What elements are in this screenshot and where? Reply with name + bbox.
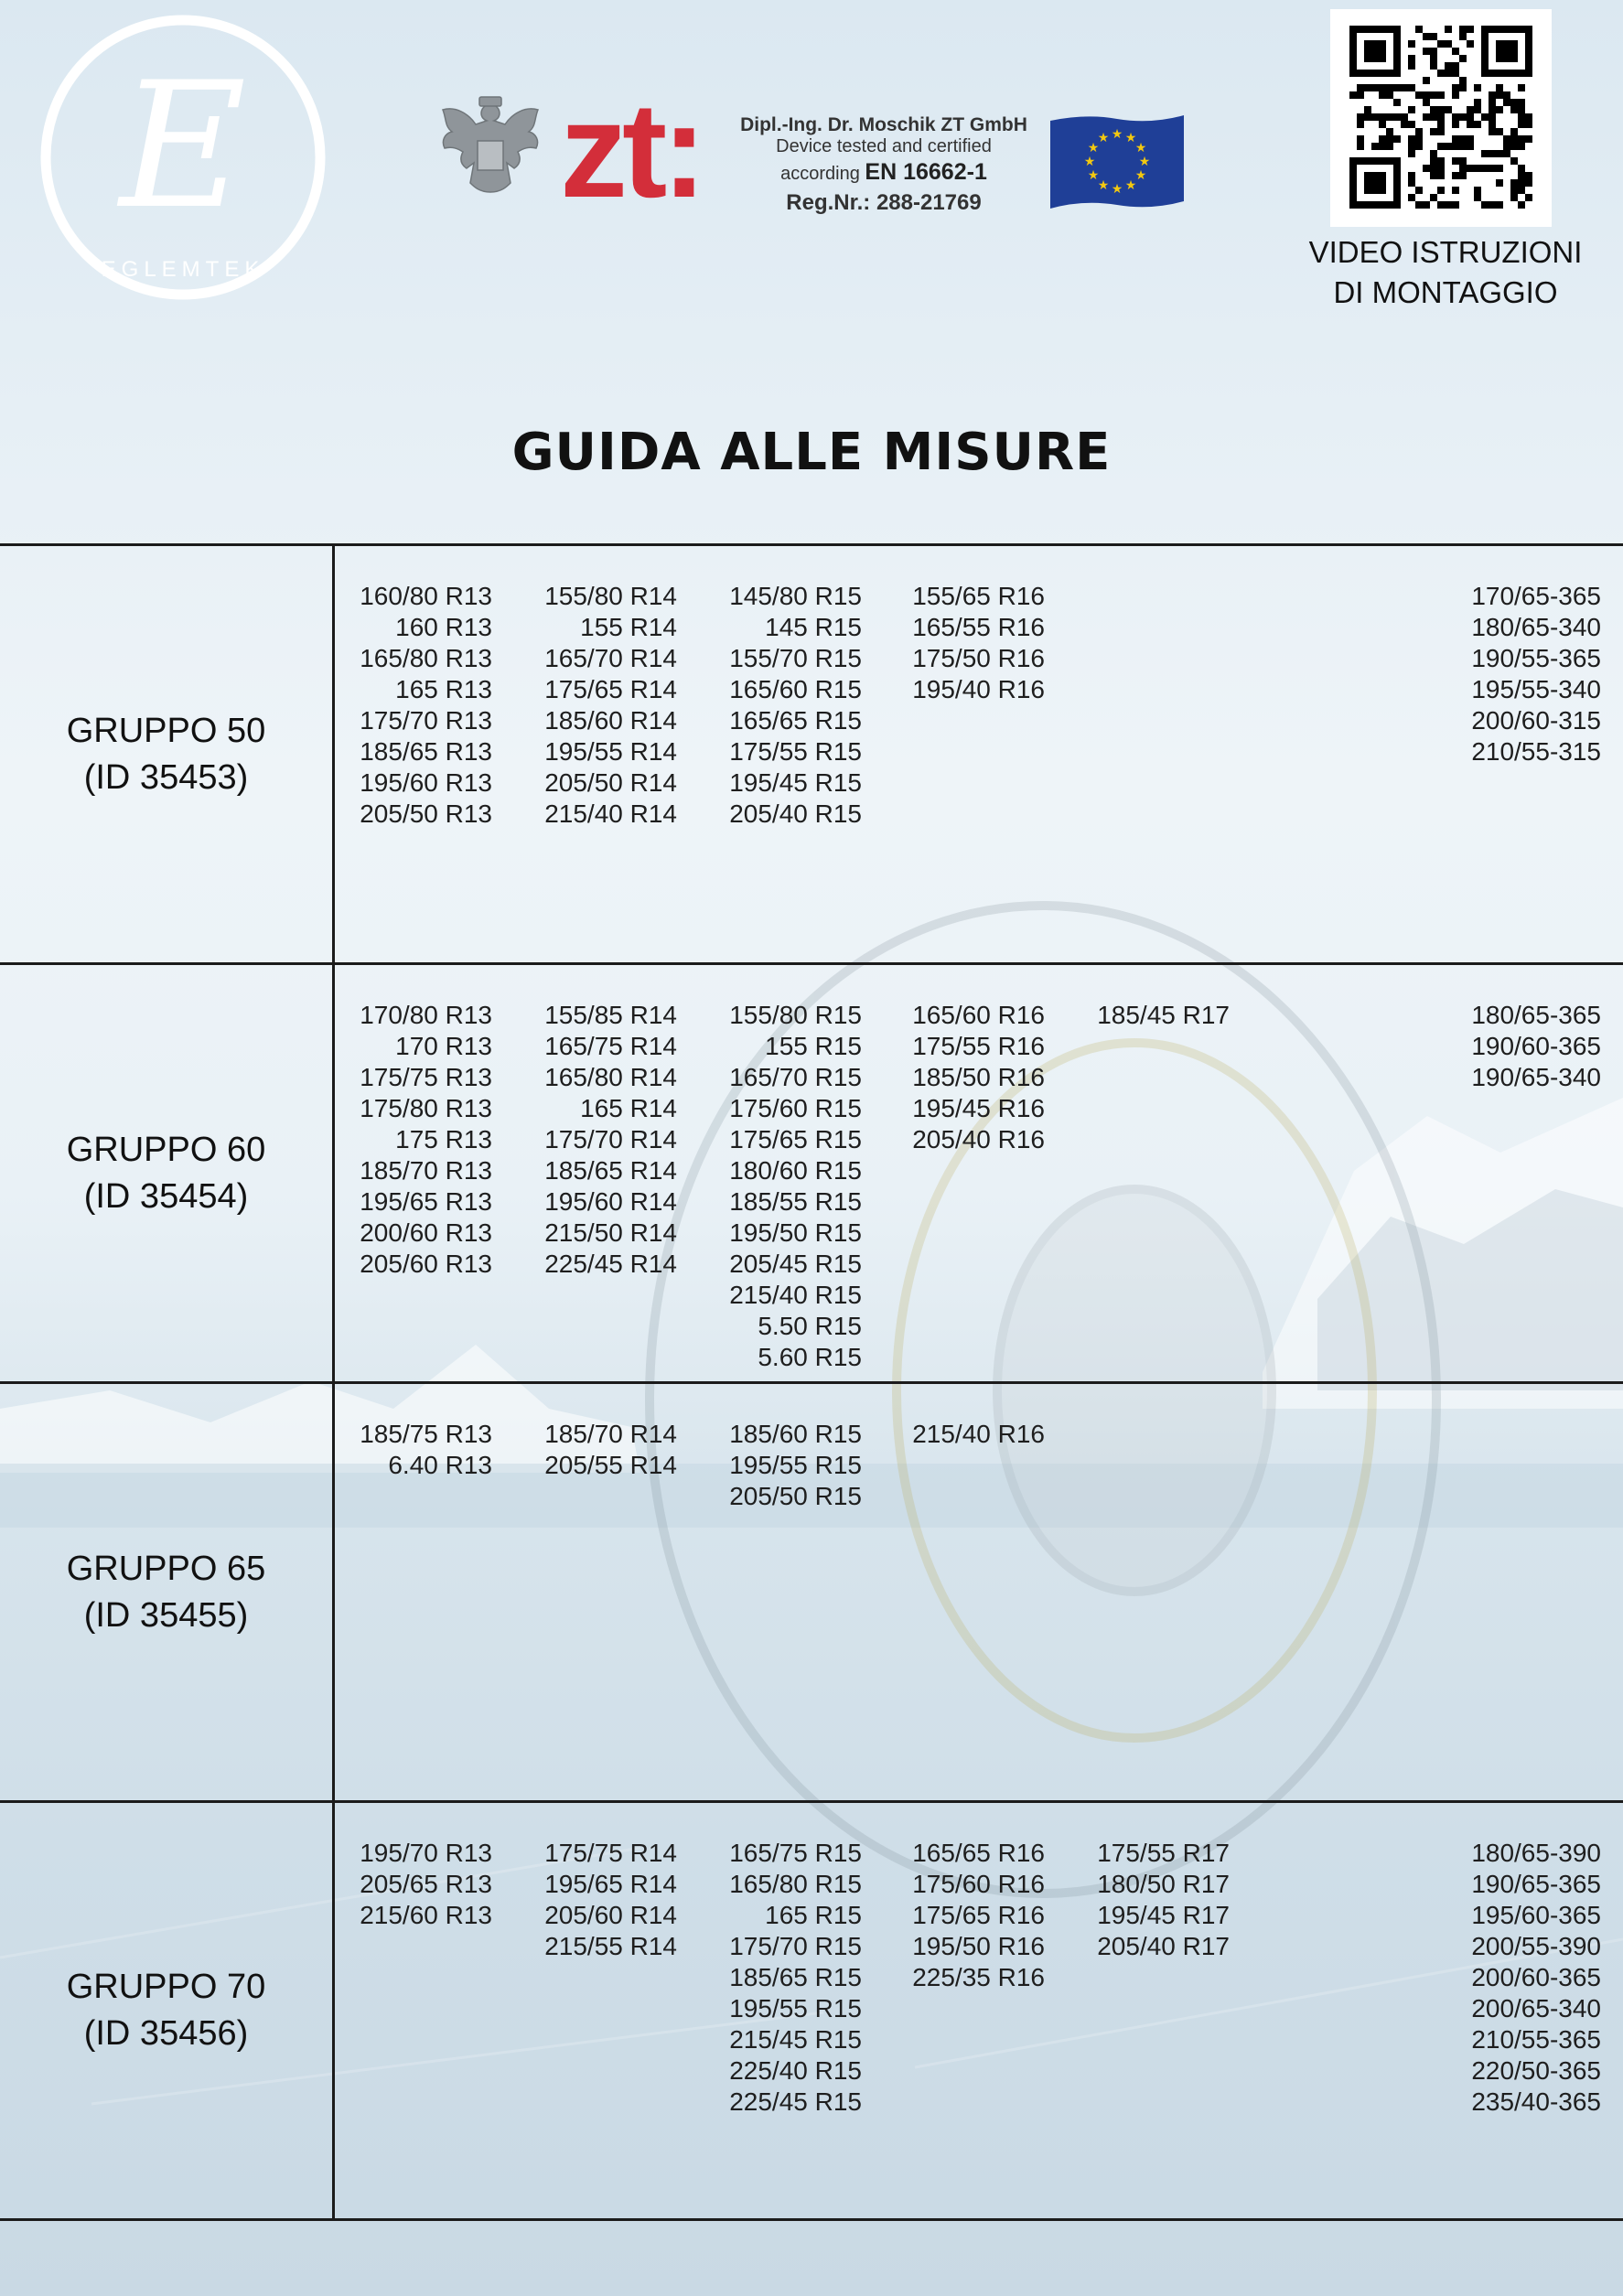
tire-size: 175/75 R13 <box>360 1063 492 1091</box>
tire-size: 155 R15 <box>765 1032 862 1060</box>
tire-size: 170/80 R13 <box>360 1001 492 1029</box>
tire-size: 170/65-365 <box>1471 582 1601 610</box>
tire-size: 155/80 R15 <box>729 1001 862 1029</box>
eu-star-icon: ★ <box>1097 177 1110 193</box>
size-column <box>512 581 677 830</box>
size-column <box>1065 1838 1230 1962</box>
tire-size: 205/50 R15 <box>729 1482 862 1510</box>
tire-size: 185/65 R15 <box>729 1963 862 1991</box>
tire-size: 185/45 R17 <box>1097 1001 1230 1029</box>
size-column <box>328 1419 492 1481</box>
video-caption-line2: DI MONTAGGIO <box>1333 275 1558 309</box>
eu-star-icon: ★ <box>1124 131 1137 146</box>
tire-size: 205/60 R14 <box>544 1901 677 1929</box>
tire-size: 145/80 R15 <box>729 582 862 610</box>
tire-size: 180/50 R17 <box>1097 1870 1230 1898</box>
zt-logo <box>560 91 725 206</box>
tire-size: 195/55-340 <box>1471 675 1601 703</box>
tire-size: 215/50 R14 <box>544 1218 677 1247</box>
tire-size: 165/70 R14 <box>544 644 677 672</box>
tire-size: 205/40 R17 <box>1097 1932 1230 1960</box>
size-column <box>880 1838 1045 1993</box>
zt-logo-text: zt: <box>560 91 702 206</box>
size-column <box>880 581 1045 705</box>
tire-size: 190/65-340 <box>1471 1063 1601 1091</box>
tire-size: 195/50 R15 <box>729 1218 862 1247</box>
cert-according-label: according <box>780 164 860 184</box>
tire-size: 215/40 R14 <box>544 799 677 828</box>
cert-reg-number: Reg.Nr.: 288-21769 <box>786 190 982 215</box>
tire-size: 175/75 R14 <box>544 1839 677 1867</box>
tire-size: 225/35 R16 <box>912 1963 1045 1991</box>
tire-size: 195/45 R15 <box>729 768 862 797</box>
tire-size: 165 R13 <box>395 675 492 703</box>
eu-star-icon: ★ <box>1083 155 1096 169</box>
page-title: GUIDA ALLE MISURE <box>511 423 1112 482</box>
group-row <box>0 1800 1623 2221</box>
size-column <box>697 1419 862 1512</box>
tire-size: 225/45 R14 <box>544 1250 677 1278</box>
tire-size: 155/65 R16 <box>912 582 1045 610</box>
size-column <box>328 1838 492 1931</box>
tire-size: 165/60 R16 <box>912 1001 1045 1029</box>
brand-logo-letter: E <box>119 45 247 247</box>
tire-size: 195/60 R14 <box>544 1187 677 1216</box>
group-row <box>0 1381 1623 1800</box>
group-label <box>0 965 335 1381</box>
tire-size: 215/40 R16 <box>912 1420 1045 1448</box>
size-column <box>697 1838 862 2118</box>
tire-size: 155/70 R15 <box>729 644 862 672</box>
tire-size: 205/45 R15 <box>729 1250 862 1278</box>
tire-size: 200/65-340 <box>1471 1994 1601 2022</box>
tire-size: 195/55 R15 <box>729 1994 862 2022</box>
group-row <box>0 543 1623 962</box>
tire-size: 215/55 R14 <box>544 1932 677 1960</box>
tire-size: 180/65-390 <box>1471 1839 1601 1867</box>
tire-size: 165/65 R16 <box>912 1839 1045 1867</box>
tire-size: 205/55 R14 <box>544 1451 677 1479</box>
certification-block <box>737 113 1030 217</box>
tire-size: 175/55 R15 <box>729 737 862 766</box>
tire-size: 175/65 R14 <box>544 675 677 703</box>
brand-logo-ring-text: EGLEMTEK <box>101 257 265 282</box>
tire-size: 200/60-365 <box>1471 1963 1601 1991</box>
eu-star-icon: ★ <box>1087 168 1100 183</box>
tire-size: 235/40-365 <box>1471 2087 1601 2116</box>
tire-size: 190/55-365 <box>1471 644 1601 672</box>
tire-size: 210/55-315 <box>1471 737 1601 766</box>
size-column <box>697 581 862 830</box>
eu-star-icon: ★ <box>1087 141 1100 156</box>
group-id: (ID 35454) <box>83 1176 249 1216</box>
brand-logo <box>35 9 332 306</box>
eu-star-icon: ★ <box>1134 168 1147 183</box>
tire-size: 195/50 R16 <box>912 1932 1045 1960</box>
tire-size: 175/50 R16 <box>912 644 1045 672</box>
tire-size: 200/55-390 <box>1471 1932 1601 1960</box>
eu-flag-icon <box>1050 110 1184 212</box>
tire-size: 175/55 R17 <box>1097 1839 1230 1867</box>
tire-size: 165/60 R15 <box>729 675 862 703</box>
tire-size: 205/50 R14 <box>544 768 677 797</box>
cert-tested-text: Device tested and certified <box>776 136 992 156</box>
eu-star-icon: ★ <box>1124 177 1137 193</box>
size-column <box>880 1000 1045 1155</box>
tire-size: 200/60 R13 <box>360 1218 492 1247</box>
tire-size: 180/65-365 <box>1471 1001 1601 1029</box>
tire-size: 195/65 R13 <box>360 1187 492 1216</box>
tire-size: 155 R14 <box>580 613 677 641</box>
eu-star-icon: ★ <box>1138 155 1151 169</box>
tire-size: 165/80 R15 <box>729 1870 862 1898</box>
tire-size: 175 R13 <box>395 1125 492 1153</box>
tire-size: 185/55 R15 <box>729 1187 862 1216</box>
tire-size: 165/75 R14 <box>544 1032 677 1060</box>
tire-size: 165/70 R15 <box>729 1063 862 1091</box>
tire-size: 195/65 R14 <box>544 1870 677 1898</box>
tire-size: 195/45 R16 <box>912 1094 1045 1122</box>
tire-size: 160/80 R13 <box>360 582 492 610</box>
tire-size: 5.60 R15 <box>758 1343 862 1371</box>
tire-size: 175/70 R14 <box>544 1125 677 1153</box>
tire-size: 185/50 R16 <box>912 1063 1045 1091</box>
tire-size: 185/65 R13 <box>360 737 492 766</box>
tire-size: 180/65-340 <box>1471 613 1601 641</box>
size-column <box>328 1000 492 1280</box>
size-column <box>1065 1000 1230 1031</box>
eu-star-icon: ★ <box>1097 131 1110 146</box>
tire-size: 175/65 R15 <box>729 1125 862 1153</box>
eu-star-icon: ★ <box>1111 127 1123 142</box>
tire-size: 190/65-365 <box>1471 1870 1601 1898</box>
size-column <box>1436 1000 1601 1093</box>
tire-size: 5.50 R15 <box>758 1312 862 1340</box>
group-label <box>0 546 335 962</box>
group-name: GRUPPO 50 <box>66 711 266 750</box>
group-label <box>0 1803 335 2218</box>
tire-size: 145 R15 <box>765 613 862 641</box>
tire-size: 165 R15 <box>765 1901 862 1929</box>
group-name: GRUPPO 70 <box>66 1968 266 2006</box>
tire-size: 175/70 R15 <box>729 1932 862 1960</box>
cert-company: Dipl.-Ing. Dr. Moschik ZT GmbH <box>740 114 1027 135</box>
tire-size: 195/60 R13 <box>360 768 492 797</box>
tire-size: 225/45 R15 <box>729 2087 862 2116</box>
tire-size: 195/55 R15 <box>729 1451 862 1479</box>
group-name: GRUPPO 60 <box>66 1130 266 1169</box>
size-guide-table <box>0 543 1623 2221</box>
group-row <box>0 962 1623 1381</box>
tire-size: 200/60-315 <box>1471 706 1601 735</box>
tire-size: 160 R13 <box>395 613 492 641</box>
cert-standard-line <box>737 156 1030 189</box>
qr-code[interactable] <box>1330 9 1552 227</box>
video-caption-line1: VIDEO ISTRUZIONI <box>1308 235 1583 269</box>
tire-size: 6.40 R13 <box>388 1451 492 1479</box>
tire-size: 185/75 R13 <box>360 1420 492 1448</box>
cert-standard: EN 16662-1 <box>865 159 987 185</box>
video-instructions-caption <box>1281 232 1610 313</box>
size-column <box>880 1419 1045 1450</box>
tire-size: 175/60 R15 <box>729 1094 862 1122</box>
tire-size: 175/60 R16 <box>912 1870 1045 1898</box>
eu-star-icon: ★ <box>1111 182 1123 197</box>
tire-size: 205/65 R13 <box>360 1870 492 1898</box>
tire-size: 225/40 R15 <box>729 2056 862 2085</box>
tire-size: 185/70 R14 <box>544 1420 677 1448</box>
tire-size: 205/40 R16 <box>912 1125 1045 1153</box>
tire-size: 165/80 R13 <box>360 644 492 672</box>
qr-code-icon <box>1330 9 1552 227</box>
size-column <box>328 581 492 830</box>
group-label <box>0 1384 335 1800</box>
size-column <box>512 1000 677 1280</box>
tire-size: 185/60 R14 <box>544 706 677 735</box>
tire-size: 215/40 R15 <box>729 1281 862 1309</box>
tire-size: 195/40 R16 <box>912 675 1045 703</box>
tire-size: 165 R14 <box>580 1094 677 1122</box>
tire-size: 215/60 R13 <box>360 1901 492 1929</box>
size-column <box>1436 1838 1601 2118</box>
tire-size: 180/60 R15 <box>729 1156 862 1185</box>
tire-size: 195/70 R13 <box>360 1839 492 1867</box>
group-id: (ID 35456) <box>83 2014 249 2053</box>
tire-size: 175/65 R16 <box>912 1901 1045 1929</box>
group-id: (ID 35453) <box>83 757 249 797</box>
tire-size: 220/50-365 <box>1471 2056 1601 2085</box>
tire-size: 165/75 R15 <box>729 1839 862 1867</box>
size-column <box>512 1419 677 1481</box>
tire-size: 175/70 R13 <box>360 706 492 735</box>
tire-size: 195/60-365 <box>1471 1901 1601 1929</box>
tire-size: 165/65 R15 <box>729 706 862 735</box>
size-column <box>697 1000 862 1373</box>
tire-size: 205/50 R13 <box>360 799 492 828</box>
tire-size: 195/45 R17 <box>1097 1901 1230 1929</box>
eu-star-icon: ★ <box>1134 141 1147 156</box>
tire-size: 205/60 R13 <box>360 1250 492 1278</box>
size-column <box>512 1838 677 1962</box>
tire-size: 185/60 R15 <box>729 1420 862 1448</box>
group-name: GRUPPO 65 <box>66 1549 266 1588</box>
tire-size: 155/85 R14 <box>544 1001 677 1029</box>
tire-size: 190/60-365 <box>1471 1032 1601 1060</box>
tire-size: 215/45 R15 <box>729 2025 862 2054</box>
tire-size: 165/55 R16 <box>912 613 1045 641</box>
tire-size: 185/70 R13 <box>360 1156 492 1185</box>
tire-size: 185/65 R14 <box>544 1156 677 1185</box>
tire-size: 195/55 R14 <box>544 737 677 766</box>
tire-size: 175/80 R13 <box>360 1094 492 1122</box>
austrian-eagle-icon <box>437 95 543 210</box>
tire-size: 210/55-365 <box>1471 2025 1601 2054</box>
tire-size: 175/55 R16 <box>912 1032 1045 1060</box>
size-column <box>1436 581 1601 767</box>
tire-size: 165/80 R14 <box>544 1063 677 1091</box>
tire-size: 170 R13 <box>395 1032 492 1060</box>
tire-size: 155/80 R14 <box>544 582 677 610</box>
group-id: (ID 35455) <box>83 1595 249 1635</box>
tire-size: 205/40 R15 <box>729 799 862 828</box>
